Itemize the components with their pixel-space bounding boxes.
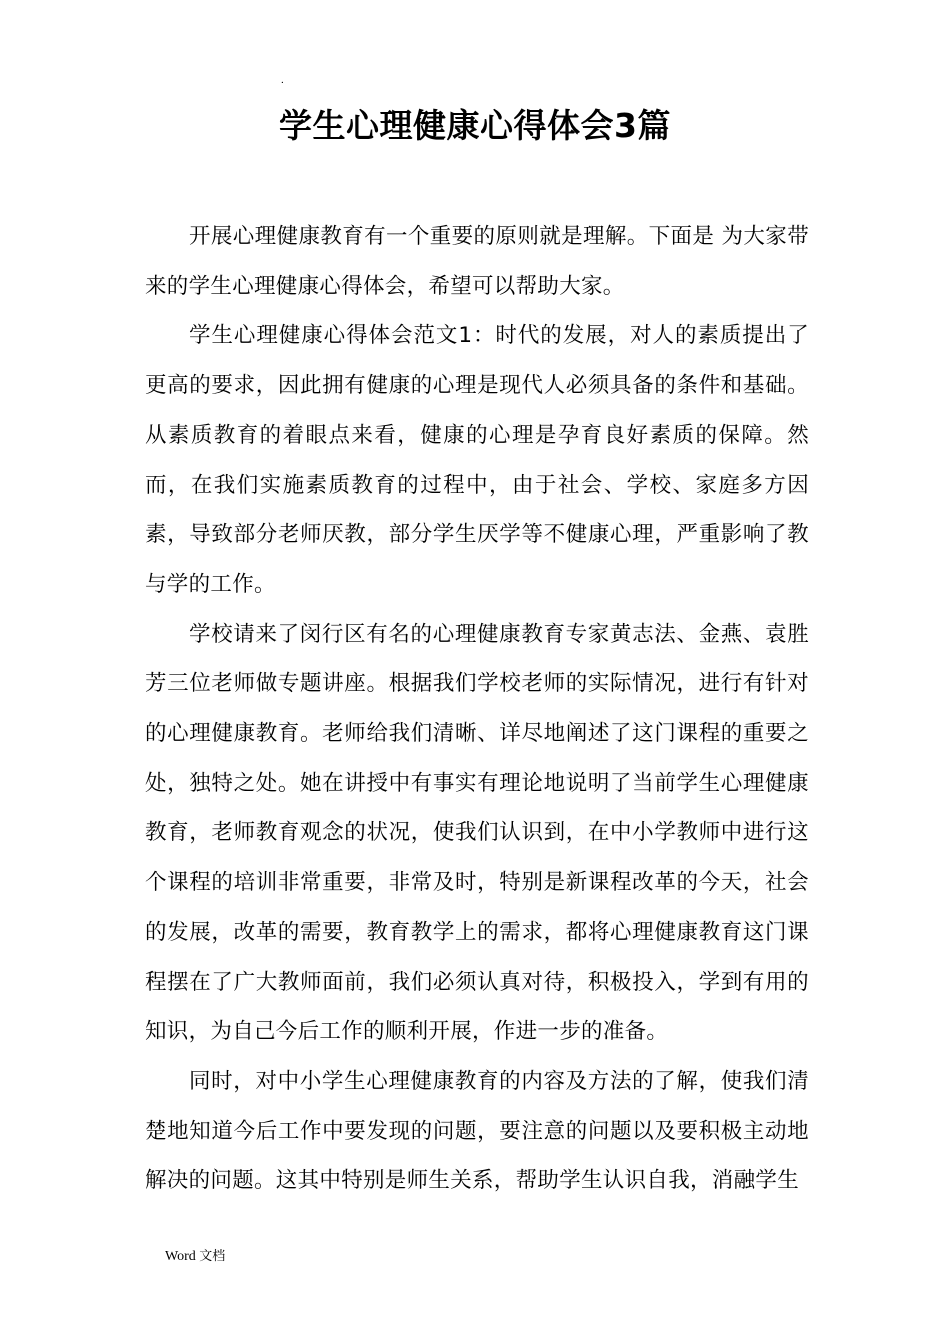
paragraph-methods: 同时，对中小学生心理健康教育的内容及方法的了解，使我们清楚地知道今后工作中要发现的问题，要注意的问题以及要积极主动地解决的问题。这其中特别是师生关系，帮助学生认识自我，消融学生: [145, 1068, 809, 1194]
footer-word: Word: [165, 1249, 196, 1264]
document-title: 学生心理健康心得体会3篇: [279, 106, 671, 145]
paragraph-lecture: 学校请来了闵行区有名的心理健康教育专家黄志法、金燕、袁胜芳三位老师做专题讲座。根据我们学校老师的实际情况，进行有针对的心理健康教育。老师给我们清晰、详尽地阐述了这门课程的重要之处，独特之处。她在讲授中有事实有理论地说明了当前学生心理健康教育，老师教育观念的状况，使我们认识到，在中小学教师中进行这个课程的培训非常重要，非常及时，特别是新课程改革的今天，社会的发展，改革的需要，教育教学上的需求，都将心理健康教育这门课程摆在了广大教师面前，我们必须认真对待，积极投入，学到有用的知识，为自己今后工作的顺利开展，作进一步的准备。: [145, 621, 809, 1045]
document-body: [145, 212, 809, 1206]
footer-label: 文档: [199, 1249, 226, 1264]
paragraph-intro: 开展心理健康教育有一个重要的原则就是理解。下面是 为大家带来的学生心理健康心得体会，希望可以帮助大家。: [145, 224, 809, 299]
paragraph-sample-1: 学生心理健康心得体会范文1：时代的发展，对人的素质提出了更高的要求，因此拥有健康的心理是现代人必须具备的条件和基础。从素质教育的着眼点来看，健康的心理是孕育良好素质的保障。然而，在我们实施素质教育的过程中，由于社会、学校、家庭多方因素，导致部分老师厌教，部分学生厌学等不健康心理，严重影响了教与学的工作。: [145, 323, 809, 597]
header-mark: .: [281, 74, 284, 86]
page-footer: [165, 1248, 225, 1266]
